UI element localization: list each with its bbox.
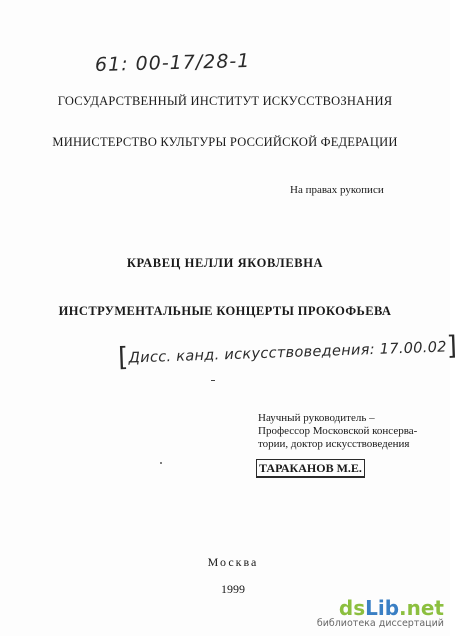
dslib-subtitle: библиотека диссертаций bbox=[316, 618, 444, 629]
dslib-watermark[interactable] bbox=[316, 596, 444, 630]
stray-dot-mark bbox=[160, 462, 162, 464]
right-bracket-mark: ] bbox=[446, 331, 458, 362]
city: Москва bbox=[207, 555, 259, 569]
supervisor-name: ТАРАКАНОВ М.Е. bbox=[256, 459, 365, 478]
author-name: КРАВЕЦ НЕЛЛИ ЯКОВЛЕВНА bbox=[126, 256, 324, 270]
handwritten-dissertation-note bbox=[118, 331, 458, 373]
supervisor-line-3: тории, доктор искусствоведения bbox=[258, 438, 410, 450]
year: 1999 bbox=[221, 582, 245, 596]
left-bracket-mark: [ bbox=[117, 342, 130, 373]
institute-name: ГОСУДАРСТВЕННЫЙ ИНСТИТУТ ИСКУССТВОЗНАНИЯ bbox=[57, 94, 393, 108]
handwritten-catalog-number: 61: 00-17/28-1 bbox=[94, 49, 251, 77]
stray-dash-mark bbox=[211, 380, 215, 381]
dslib-logo: dsLib.net bbox=[338, 596, 444, 620]
supervisor-block bbox=[258, 412, 417, 451]
ministry-name: МИНИСТЕРСТВО КУЛЬТУРЫ РОССИЙСКОЙ ФЕДЕРАЦИИ bbox=[52, 135, 398, 149]
supervisor-line-2: Профессор Московской консерва- bbox=[258, 425, 418, 437]
supervisor-line-1: Научный руководитель – bbox=[258, 412, 375, 424]
dissertation-note-text: Дисс. канд. искусствоведения: 17.00.02 bbox=[128, 339, 447, 367]
dissertation-title: ИНСТРУМЕНТАЛЬНЫЕ КОНЦЕРТЫ ПРОКОФЬЕВА bbox=[58, 304, 392, 318]
rights-note: На правах рукописи bbox=[290, 184, 384, 196]
